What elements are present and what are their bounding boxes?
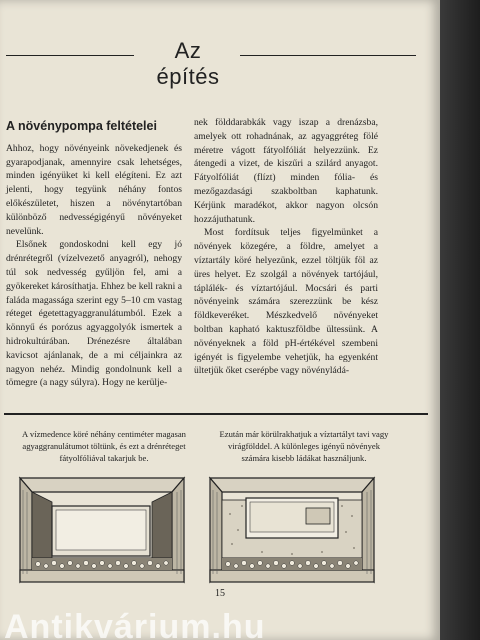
book-spine-shadow xyxy=(440,0,480,640)
header-rule-left xyxy=(6,55,134,56)
section-title: Az építés xyxy=(156,38,220,89)
paragraph: Ahhoz, hogy növényeink növekedjenek és gyarapodjanak, amennyire csak lehetséges, minden igényüket ki kell elégíteni. Ez azt jelenti, hogy tegyünk néhány fontos előkészületet, hiszen a növénytartóban különböző nedvességigényű növényeket nevelünk. xyxy=(6,142,182,237)
page-number: 15 xyxy=(215,588,225,599)
figure-divider xyxy=(4,413,428,415)
article-heading: A növénypompa feltételei xyxy=(6,119,157,133)
section-header xyxy=(0,38,440,89)
right-text-column xyxy=(194,116,378,378)
paragraph: Most fordítsuk teljes figyelmünket a növények közegére, a földre, amelyet a víztartály köré helyezünk, ezzel töltjük föl az üres helyet. Ez szolgál a növények tartójául, táplálék- és víztartójául. Mocsári és parti növényeink számára szerezzünk be kész földkeveréket. Mészkedvelő növényeket boltban kapható kaktuszföldbe ültessünk. A növényeknek a föld pH-értékével szembeni igényét is figyelembe vehetjük, ha egyenként ültetjük őket cserépbe vagy növényládá- xyxy=(194,227,378,377)
paragraph: nek földdarabkák vagy iszap a drenázsba, amelyek ott rohadnának, az agyaggréteg fölé méretre vágott fátyolfóliát helyezzünk. Ez átengedi a vizet, de kiszűri a szilárd anyagot. Fátyolfóliát (flízt) minden fólia- és mezőgazdasági szakboltban kaphatunk. Kérjünk maradékot, akkor nagyon olcsón hozzájuthatunk. xyxy=(194,117,378,225)
header-rule-right xyxy=(240,55,416,56)
figure-caption-right: Ezután már körülrakhatjuk a víztartályt tavi vagy virágfölddel. A különleges igényű növények számára kisebb ládákat használjunk. xyxy=(219,429,389,463)
figure-caption-left: A vízmedence köré néhány centiméter magasan agyaggranulátumot töltünk, és ezt a drénréteget fátyolfóliával takarjuk be. xyxy=(22,429,186,463)
paragraph: Elsőnek gondoskodni kell egy jó drénrétegről (vízelvezető anyagról), nehogy túl sok nedvesség gyűljön fel, ami a gyökereket károsíthatja. Ehhez be kell rakni a faláda magassága szerint egy 5–10 cm vastag réteget égetettagyaggranulátumból. Ezek a könnyű és porózus agyaggolyók ismertek a hidrokultúrában. Drénezésre általában kavicsot ajánlanak, de a mi céljainkra az nagyon nehéz. Mindig gondolnunk kell a tömegre (a nagy súlyra). Hogy ne kerülje- xyxy=(6,239,182,389)
watermark: Antikvárium.hu xyxy=(4,608,266,640)
left-text-column xyxy=(6,120,182,390)
illustration-drainage-layer xyxy=(12,470,192,586)
illustration-soil-fill xyxy=(202,470,382,586)
